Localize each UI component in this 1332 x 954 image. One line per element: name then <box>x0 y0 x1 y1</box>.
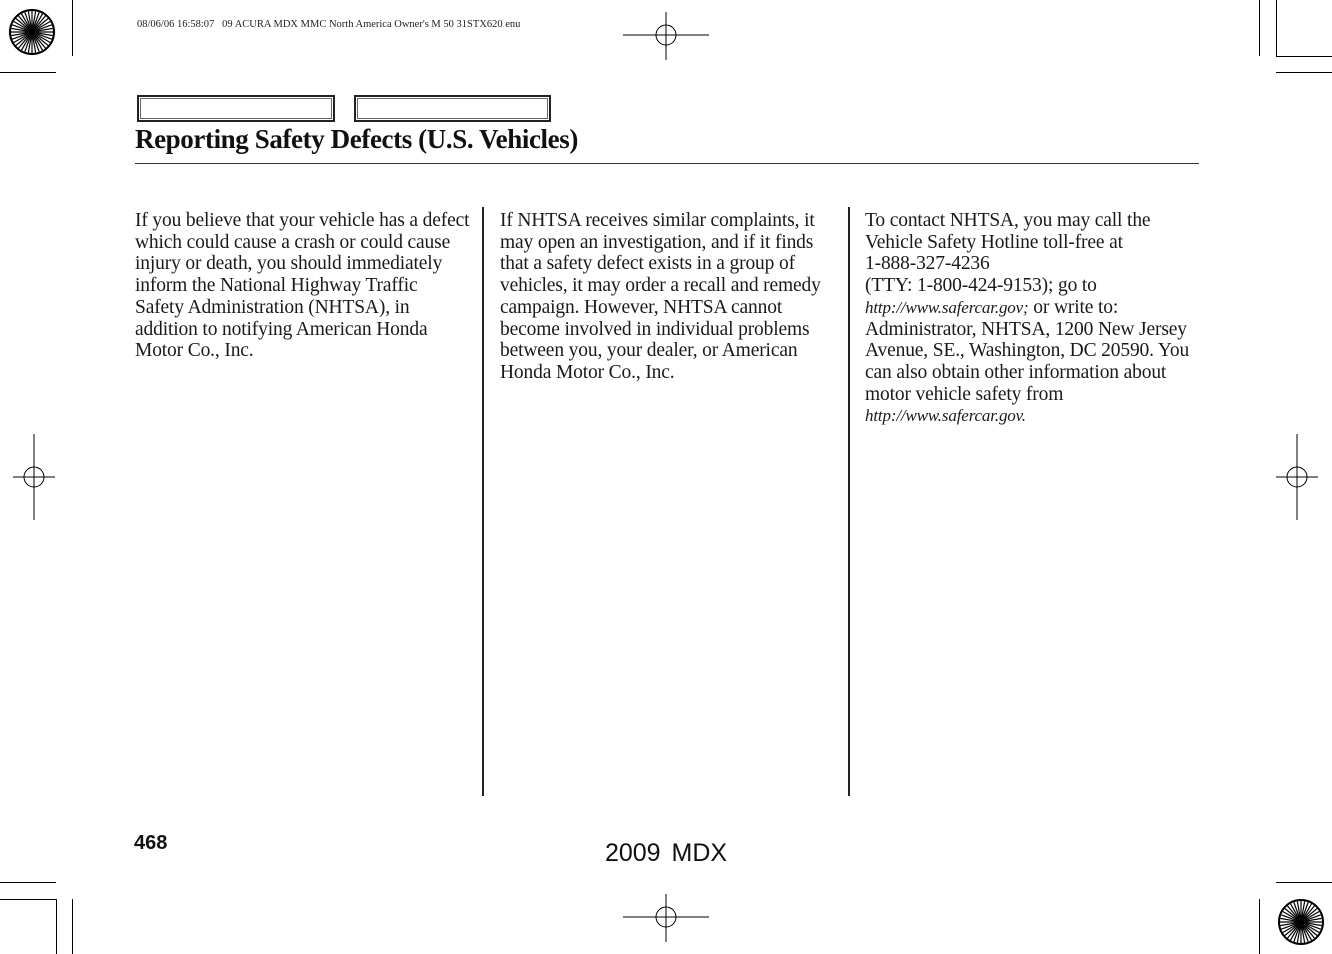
crop-mark <box>0 72 56 73</box>
mailing-address: or write to: Administrator, NHTSA, 1200 New Jersey Avenue, SE., Washington, DC 20590. You can also obtain other information about motor vehicle safety from <box>865 296 1190 405</box>
crop-mark <box>72 899 73 954</box>
safercar-link[interactable]: http://www.safercar.gov; <box>865 297 1029 317</box>
registration-crosshair-icon <box>1274 432 1320 522</box>
sunburst-target-icon <box>1277 898 1325 946</box>
page-title: Reporting Safety Defects (U.S. Vehicles) <box>135 124 578 154</box>
print-timestamp: 08/06/06 16:58:07 <box>137 19 215 30</box>
crop-mark <box>72 0 73 56</box>
safercar-link[interactable]: http://www.safercar.gov. <box>865 406 1026 426</box>
crop-mark <box>1259 0 1260 56</box>
page-number: 468 <box>134 832 168 854</box>
body-paragraph: If NHTSA receives similar complaints, it may open an investigation, and if it finds that a safety defect exists in a group of vehicles, it may order a recall and remedy campaign. However, NHTSA cannot become involved in individual problems between you, your dealer, or American Honda Motor Co., Inc. <box>500 210 821 383</box>
crop-mark <box>0 899 56 900</box>
print-job-info: 09 ACURA MDX MMC North America Owner's M 50 31STX620 enu <box>222 19 521 30</box>
hotline-phone: 1-888-327-4236 <box>865 253 990 275</box>
nav-tab-box[interactable] <box>137 95 335 122</box>
title-rule <box>135 163 1199 164</box>
crop-mark <box>1259 899 1260 954</box>
crop-mark <box>1276 56 1332 57</box>
crop-mark <box>1276 0 1277 56</box>
column-middle <box>500 210 836 384</box>
body-paragraph: If you believe that your vehicle has a defect which could cause a crash or could cause injury or death, you should immediately inform the National Highway Traffic Safety Administration (NHTSA), in addition to notifying American Honda Motor Co., Inc. <box>135 210 470 362</box>
body-paragraph <box>865 210 1201 427</box>
column-divider <box>482 207 484 796</box>
registration-crosshair-icon <box>621 892 711 944</box>
nav-tab-box[interactable] <box>354 95 551 122</box>
registration-crosshair-icon <box>621 10 711 62</box>
tty-number: (TTY: 1-800-424-9153); go to <box>865 275 1097 297</box>
print-header <box>137 19 520 30</box>
model-footer: 2009 MDX <box>604 839 728 867</box>
contact-intro: To contact NHTSA, you may call the Vehicle Safety Hotline toll-free at <box>865 210 1151 253</box>
sunburst-target-icon <box>8 8 56 56</box>
crop-mark <box>56 899 57 954</box>
crop-mark <box>1276 882 1332 883</box>
registration-crosshair-icon <box>11 432 57 522</box>
crop-mark <box>1276 72 1332 73</box>
column-left <box>135 210 470 362</box>
crop-mark <box>0 882 56 883</box>
column-divider <box>848 207 850 796</box>
column-right <box>865 210 1201 427</box>
